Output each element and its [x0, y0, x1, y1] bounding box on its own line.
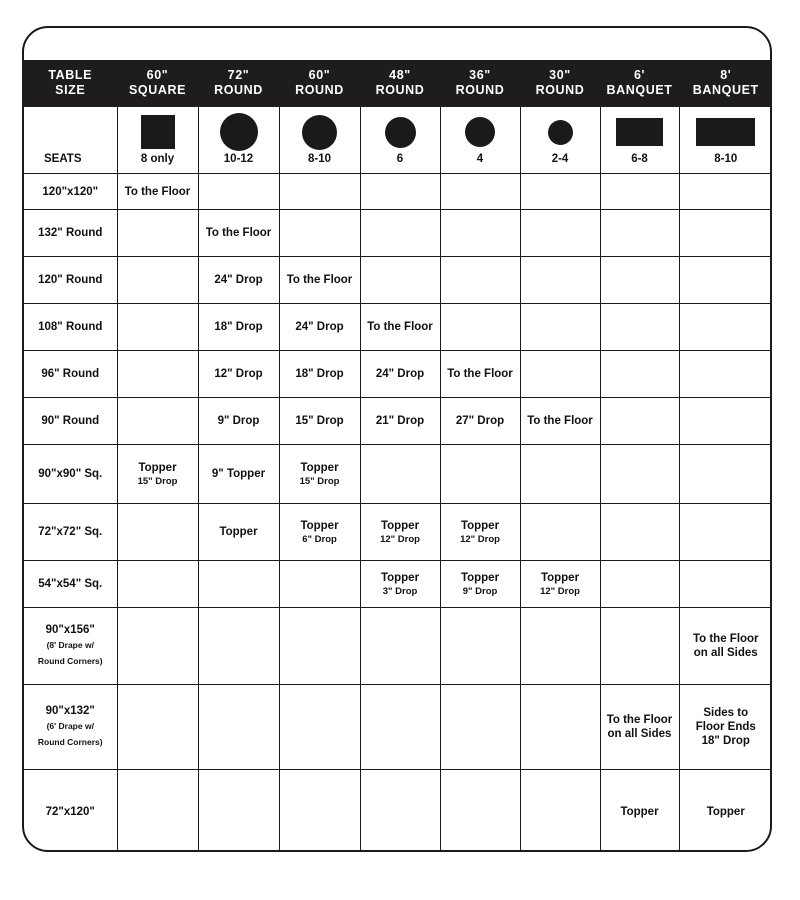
- drop-cell: [360, 210, 440, 257]
- table-row: [24, 398, 772, 445]
- round-48-table-icon: [385, 117, 416, 148]
- drop-cell: [520, 210, 600, 257]
- drop-cell: [117, 445, 198, 504]
- table-row: [24, 504, 772, 561]
- seat-count: 10-12: [223, 153, 254, 165]
- header-table-label: ROUND: [455, 83, 505, 97]
- seats-cell-banquet-8: [679, 107, 772, 174]
- drop-cell: [520, 504, 600, 561]
- drop-cell: [520, 174, 600, 210]
- drop-cell: [600, 398, 679, 445]
- cloth-size-text: (6' Drape w/: [46, 721, 94, 731]
- drop-cell: [679, 398, 772, 445]
- drop-text: 24" Drop: [214, 274, 263, 286]
- seat-count: 6: [396, 153, 404, 165]
- drop-cell: [520, 561, 600, 608]
- drop-text: 18" Drop: [701, 735, 750, 747]
- drop-cell: [440, 770, 520, 853]
- drop-cell: [520, 398, 600, 445]
- drop-cell: [279, 174, 360, 210]
- drop-text: Topper: [138, 461, 177, 474]
- drop-cell: [198, 561, 279, 608]
- drop-cell: [198, 174, 279, 210]
- drop-text: 18" Drop: [214, 321, 263, 333]
- drop-cell: [360, 257, 440, 304]
- cloth-size-cell: [24, 304, 117, 351]
- drop-cell: [198, 257, 279, 304]
- cloth-size-cell: [24, 608, 117, 685]
- seat-count: 6-8: [631, 153, 648, 165]
- drop-cell: [198, 351, 279, 398]
- header-table-label: BANQUET: [692, 83, 759, 97]
- drop-cell: [520, 770, 600, 853]
- drop-cell: [117, 504, 198, 561]
- seat-count: 2-4: [551, 153, 569, 165]
- drop-text: Floor Ends: [695, 721, 756, 733]
- seats-label: SEATS: [44, 153, 82, 165]
- drop-text: Topper: [620, 805, 659, 818]
- drop-cell: [679, 304, 772, 351]
- drop-text: on all Sides: [607, 728, 672, 740]
- table-row: [24, 174, 772, 210]
- drop-cell: [198, 770, 279, 853]
- cloth-size-text: (8' Drape w/: [46, 640, 94, 650]
- header-table-label: ROUND: [295, 83, 344, 97]
- drop-cell: [117, 304, 198, 351]
- cloth-size-text: 108" Round: [38, 321, 103, 333]
- drop-cell: [279, 257, 360, 304]
- drop-cell: [600, 770, 679, 853]
- table-row: [24, 304, 772, 351]
- table-row: [24, 561, 772, 608]
- drop-cell: [360, 608, 440, 685]
- drop-text: Topper: [300, 519, 339, 532]
- drop-text: To the Floor: [205, 227, 272, 239]
- seat-count: 8 only: [140, 153, 175, 165]
- drop-text: 9" Drop: [217, 415, 260, 427]
- drop-cell: [440, 174, 520, 210]
- drop-text: 21" Drop: [375, 415, 425, 427]
- drop-cell: [679, 770, 772, 853]
- drop-cell: [117, 257, 198, 304]
- cloth-size-text: 90" Round: [41, 415, 100, 427]
- cloth-size-cell: [24, 561, 117, 608]
- table-row: [24, 257, 772, 304]
- header-table-label: 60": [146, 68, 169, 82]
- drop-text: Topper: [380, 571, 420, 584]
- drop-cell: [279, 351, 360, 398]
- drop-cell: [679, 685, 772, 770]
- drop-text: 3" Drop: [382, 585, 418, 597]
- header-row: [24, 60, 772, 107]
- table-row: [24, 685, 772, 770]
- cloth-size-text: 90"x132": [45, 705, 95, 717]
- drop-text: 15" Drop: [137, 475, 178, 487]
- drop-cell: [440, 351, 520, 398]
- banquet-8-table-icon: [696, 118, 755, 146]
- header-table-round-30: [520, 60, 600, 107]
- drop-text: 24" Drop: [295, 321, 344, 333]
- size-chart-table: [24, 60, 772, 852]
- drop-text: 9" Topper: [211, 468, 266, 480]
- banquet-6-table-icon: [616, 118, 663, 146]
- seat-count: 8-10: [307, 153, 332, 165]
- drop-text: 9" Drop: [462, 585, 498, 597]
- drop-cell: [198, 504, 279, 561]
- round-60-table-icon: [302, 115, 337, 150]
- square-60-table-icon: [141, 115, 175, 149]
- drop-text: Sides to: [703, 707, 749, 719]
- drop-cell: [600, 445, 679, 504]
- drop-text: Topper: [219, 526, 258, 538]
- header-table-label: SQUARE: [128, 83, 187, 97]
- seats-cell-round-48: [360, 107, 440, 174]
- drop-cell: [198, 398, 279, 445]
- drop-cell: [679, 174, 772, 210]
- drop-text: To the Floor: [447, 368, 513, 380]
- seats-cell-round-72: [198, 107, 279, 174]
- drop-cell: [520, 685, 600, 770]
- header-table-label: 36": [469, 68, 491, 82]
- drop-cell: [600, 561, 679, 608]
- drop-cell: [198, 608, 279, 685]
- drop-cell: [360, 351, 440, 398]
- drop-cell: [360, 398, 440, 445]
- drop-cell: [520, 608, 600, 685]
- drop-cell: [440, 685, 520, 770]
- drop-cell: [600, 504, 679, 561]
- cloth-size-cell: [24, 174, 117, 210]
- drop-cell: [600, 685, 679, 770]
- drop-cell: [679, 257, 772, 304]
- drop-cell: [440, 398, 520, 445]
- seats-label-cell: [24, 107, 117, 174]
- cloth-size-cell: [24, 210, 117, 257]
- drop-text: 12" Drop: [380, 533, 420, 545]
- seats-cell-round-30: [520, 107, 600, 174]
- drop-cell: [440, 445, 520, 504]
- header-table-round-36: [440, 60, 520, 107]
- drop-text: on all Sides: [693, 647, 758, 659]
- drop-cell: [600, 257, 679, 304]
- cloth-size-cell: [24, 351, 117, 398]
- drop-cell: [600, 608, 679, 685]
- header-table-size: [24, 60, 117, 107]
- drop-text: To the Floor: [367, 321, 433, 333]
- drop-cell: [279, 445, 360, 504]
- drop-cell: [279, 608, 360, 685]
- drop-cell: [360, 685, 440, 770]
- drop-cell: [679, 351, 772, 398]
- drop-cell: [360, 174, 440, 210]
- round-36-table-icon: [465, 117, 495, 147]
- drop-text: 15" Drop: [299, 475, 340, 487]
- drop-cell: [198, 304, 279, 351]
- drop-cell: [440, 257, 520, 304]
- drop-text: Topper: [380, 519, 420, 532]
- drop-cell: [679, 210, 772, 257]
- drop-text: To the Floor: [692, 633, 759, 645]
- drop-cell: [117, 685, 198, 770]
- header-table-label: 48": [389, 68, 411, 82]
- cloth-size-text: 120"x120": [42, 185, 99, 198]
- table-row: [24, 445, 772, 504]
- cloth-size-text: 72"x120": [45, 805, 95, 818]
- drop-cell: [520, 351, 600, 398]
- drop-cell: [360, 561, 440, 608]
- drop-cell: [679, 608, 772, 685]
- seat-count: 4: [476, 153, 484, 165]
- drop-text: 24" Drop: [375, 368, 425, 380]
- drop-cell: [117, 398, 198, 445]
- drop-cell: [117, 561, 198, 608]
- drop-text: 12" Drop: [540, 585, 580, 597]
- table-row: [24, 608, 772, 685]
- drop-text: To the Floor: [606, 714, 673, 726]
- drop-text: 18" Drop: [295, 368, 344, 380]
- header-table-label: ROUND: [214, 83, 263, 97]
- drop-text: To the Floor: [286, 274, 353, 286]
- drop-cell: [440, 504, 520, 561]
- table-row: [24, 210, 772, 257]
- header-table-label: BANQUET: [606, 83, 673, 97]
- drop-cell: [279, 210, 360, 257]
- drop-cell: [520, 257, 600, 304]
- drop-cell: [679, 504, 772, 561]
- drop-cell: [117, 174, 198, 210]
- drop-cell: [198, 210, 279, 257]
- drop-cell: [600, 174, 679, 210]
- cloth-size-text: 120" Round: [38, 274, 103, 286]
- table-row: [24, 770, 772, 853]
- header-table-label: 8': [720, 68, 732, 82]
- drop-cell: [520, 304, 600, 351]
- drop-text: Topper: [460, 571, 500, 584]
- drop-cell: [198, 445, 279, 504]
- cloth-size-text: 90"x90" Sq.: [38, 468, 103, 480]
- header-table-label: 30": [549, 68, 571, 82]
- drop-cell: [117, 351, 198, 398]
- cloth-size-text: 54"x54" Sq.: [38, 578, 103, 590]
- drop-cell: [279, 561, 360, 608]
- seats-cell-square-60: [117, 107, 198, 174]
- cloth-size-text: 132" Round: [38, 227, 103, 239]
- drop-cell: [279, 770, 360, 853]
- header-table-banquet-8: [679, 60, 772, 107]
- drop-cell: [440, 608, 520, 685]
- drop-text: 27" Drop: [455, 415, 505, 427]
- cloth-size-cell: [24, 257, 117, 304]
- drop-cell: [679, 561, 772, 608]
- drop-cell: [117, 608, 198, 685]
- drop-cell: [360, 445, 440, 504]
- header-table-size-line: SIZE: [55, 83, 86, 97]
- drop-cell: [600, 304, 679, 351]
- drop-text: 12" Drop: [214, 368, 263, 380]
- cloth-size-text: 90"x156": [45, 624, 95, 636]
- header-table-label: ROUND: [375, 83, 425, 97]
- drop-cell: [600, 351, 679, 398]
- cloth-size-text: 72"x72" Sq.: [38, 526, 103, 538]
- drop-cell: [117, 210, 198, 257]
- drop-text: Topper: [540, 571, 580, 584]
- drop-cell: [279, 398, 360, 445]
- drop-cell: [279, 304, 360, 351]
- cloth-size-text: Round Corners): [37, 737, 103, 747]
- seats-cell-round-60: [279, 107, 360, 174]
- drop-cell: [440, 561, 520, 608]
- header-table-label: 6': [633, 68, 646, 82]
- table-row: [24, 351, 772, 398]
- drop-cell: [117, 770, 198, 853]
- tablecloth-size-chart: [22, 26, 772, 852]
- drop-cell: [360, 304, 440, 351]
- header-table-label: ROUND: [535, 83, 585, 97]
- cloth-size-text: Round Corners): [37, 656, 103, 666]
- drop-cell: [198, 685, 279, 770]
- drop-text: To the Floor: [527, 415, 593, 427]
- drop-text: To the Floor: [124, 185, 191, 198]
- drop-text: Topper: [706, 805, 745, 818]
- drop-cell: [679, 445, 772, 504]
- round-72-table-icon: [220, 113, 258, 151]
- header-table-banquet-6: [600, 60, 679, 107]
- header-table-round-60: [279, 60, 360, 107]
- cloth-size-cell: [24, 398, 117, 445]
- drop-text: Topper: [300, 461, 339, 474]
- cloth-size-cell: [24, 770, 117, 853]
- header-table-round-48: [360, 60, 440, 107]
- drop-cell: [279, 685, 360, 770]
- drop-text: 15" Drop: [295, 415, 344, 427]
- drop-cell: [279, 504, 360, 561]
- seats-cell-round-36: [440, 107, 520, 174]
- drop-text: 6" Drop: [302, 533, 337, 545]
- seats-row: [24, 107, 772, 174]
- header-table-label: 60": [308, 68, 331, 82]
- drop-cell: [520, 445, 600, 504]
- drop-text: Topper: [460, 519, 500, 532]
- drop-text: 12" Drop: [460, 533, 500, 545]
- cloth-size-cell: [24, 685, 117, 770]
- seats-cell-banquet-6: [600, 107, 679, 174]
- drop-cell: [440, 304, 520, 351]
- cloth-size-cell: [24, 445, 117, 504]
- round-30-table-icon: [548, 120, 573, 145]
- drop-cell: [600, 210, 679, 257]
- header-table-square-60: [117, 60, 198, 107]
- drop-cell: [440, 210, 520, 257]
- header-table-size-line: TABLE: [48, 68, 93, 82]
- drop-cell: [360, 504, 440, 561]
- header-table-label: 72": [227, 68, 250, 82]
- header-table-round-72: [198, 60, 279, 107]
- cloth-size-cell: [24, 504, 117, 561]
- drop-cell: [360, 770, 440, 853]
- seat-count: 8-10: [714, 153, 738, 165]
- cloth-size-text: 96" Round: [41, 368, 100, 380]
